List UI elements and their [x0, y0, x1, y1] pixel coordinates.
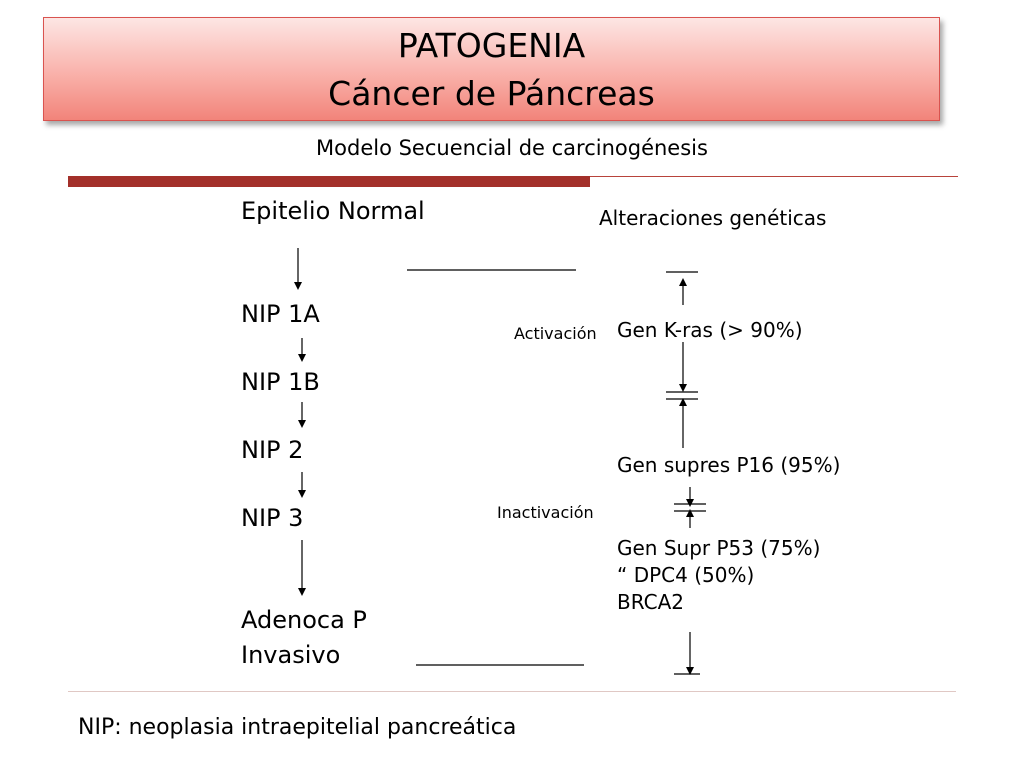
gene-kras: Gen K-ras (> 90%): [617, 318, 803, 342]
footnote: NIP: neoplasia intraepitelial pancreática: [78, 715, 517, 740]
gene-brca2: BRCA2: [617, 590, 684, 614]
stage-nip-2: NIP 2: [241, 436, 304, 464]
gene-dpc4: “ DPC4 (50%): [617, 563, 755, 587]
gene-p53: Gen Supr P53 (75%): [617, 536, 821, 560]
label-inactivacion: Inactivación: [497, 503, 594, 522]
stage-epitelio-normal: Epitelio Normal: [241, 197, 425, 225]
slide-title-subline: Cáncer de Páncreas: [328, 74, 655, 113]
stage-nip-3: NIP 3: [241, 504, 304, 532]
stage-nip-1b: NIP 1B: [241, 368, 320, 396]
gene-p16: Gen supres P16 (95%): [617, 453, 841, 477]
stage-adenoca: Adenoca P: [241, 606, 367, 634]
label-activacion: Activación: [514, 324, 597, 343]
diagram-subtitle: Modelo Secuencial de carcinogénesis: [316, 136, 708, 160]
stage-nip-1a: NIP 1A: [241, 300, 320, 328]
slide-title: PATOGENIA: [397, 26, 586, 65]
genetics-header: Alteraciones genéticas: [599, 206, 827, 230]
stage-invasivo: Invasivo: [241, 641, 341, 669]
